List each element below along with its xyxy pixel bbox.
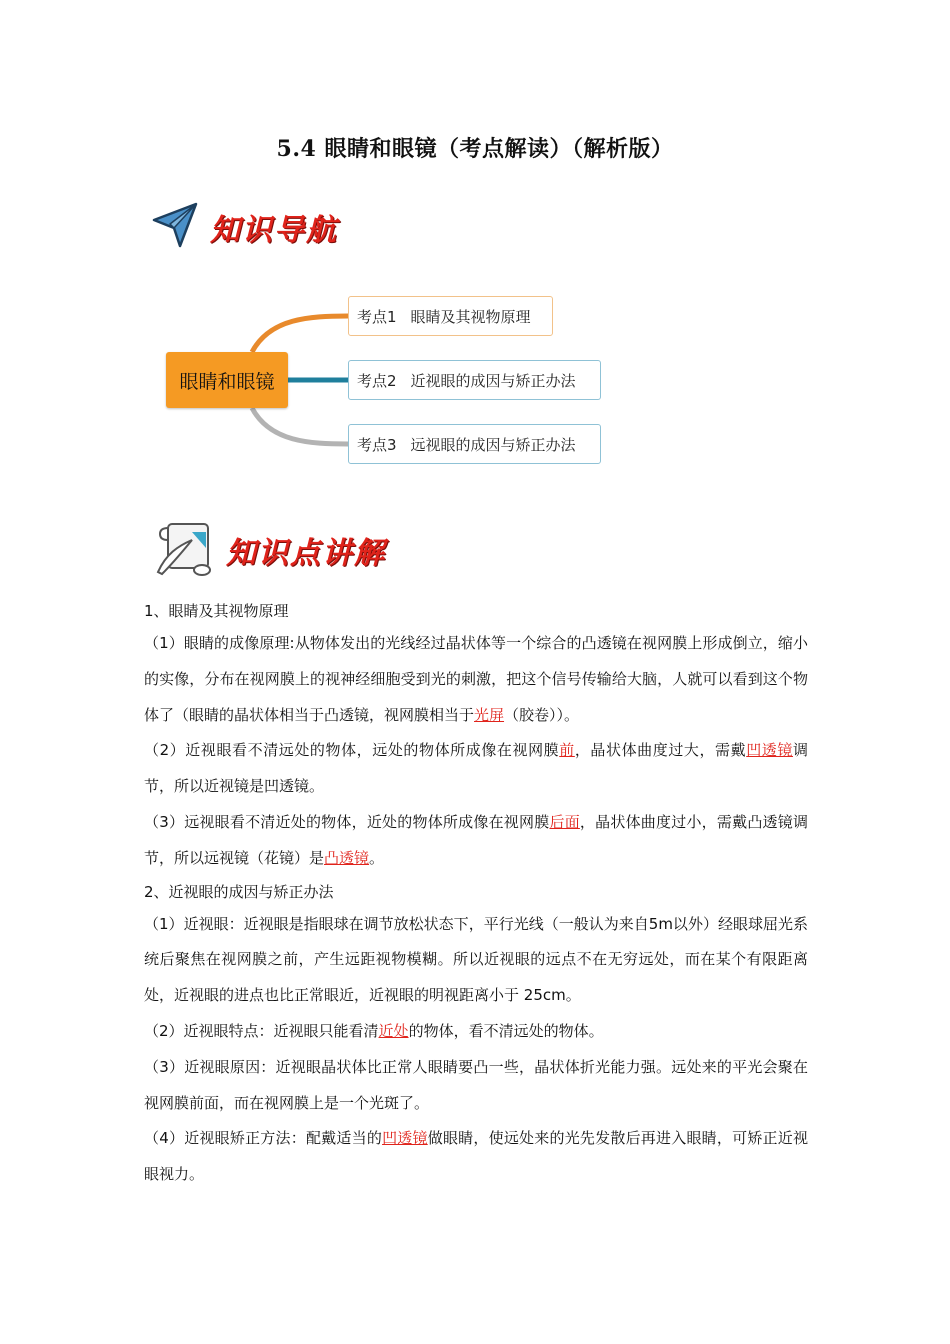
mind-map-node-1 bbox=[348, 296, 553, 336]
paragraph-1-3: （3）远视眼看不清近处的物体，近处的物体所成像在视网膜后面，晶状体曲度过小，需戴凸透镜调节，所以远视镜（花镜）是凸透镜。 bbox=[144, 812, 808, 867]
node-tag: 考点1 bbox=[357, 307, 397, 326]
banner-title-knowledge: 知识点讲解 bbox=[226, 536, 386, 571]
highlight-term: 凸透镜 bbox=[324, 848, 370, 867]
highlight-term: 光屏 bbox=[474, 705, 505, 724]
mind-map bbox=[160, 288, 620, 478]
section-heading-2: 2、近视眼的成因与矫正办法 bbox=[144, 882, 334, 901]
node-tag: 考点3 bbox=[357, 435, 397, 454]
section-heading-1: 1、眼睛及其视物原理 bbox=[144, 602, 289, 620]
node-text: 远视眼的成因与矫正办法 bbox=[410, 435, 576, 454]
paragraph-1-2: （2）近视眼看不清远处的物体，远处的物体所成像在视网膜前，晶状体曲度过大，需戴凹透镜调节，所以近视镜是凹透镜。 bbox=[144, 741, 808, 796]
page-title: 5.4 眼睛和眼镜（考点解读）（解析版） bbox=[276, 136, 674, 162]
highlight-term: 凹透镜 bbox=[746, 741, 793, 760]
highlight-term: 前 bbox=[559, 741, 575, 760]
highlight-term: 凹透镜 bbox=[382, 1129, 428, 1148]
node-text: 近视眼的成因与矫正办法 bbox=[410, 371, 576, 390]
knowledge-nav-banner bbox=[150, 200, 338, 254]
connector-3 bbox=[252, 408, 348, 444]
paragraph-2-4: （4）近视眼矫正方法：配戴适当的凹透镜做眼睛，使远处来的光先发散后再进入眼睛，可矫正近视眼视力。 bbox=[144, 1129, 808, 1184]
knowledge-explain-banner bbox=[152, 518, 386, 582]
content-body bbox=[144, 596, 808, 1193]
mind-map-node-2 bbox=[348, 360, 601, 400]
node-text: 眼睛及其视物原理 bbox=[410, 307, 531, 326]
node-tag: 考点2 bbox=[357, 371, 397, 390]
banner-title-nav: 知识导航 bbox=[210, 213, 338, 248]
highlight-term: 后面 bbox=[549, 812, 580, 831]
mind-map-node-3 bbox=[348, 424, 601, 464]
mind-map-root: 眼睛和眼镜 bbox=[166, 352, 288, 408]
highlight-term: 近处 bbox=[378, 1021, 409, 1040]
paper-plane-icon bbox=[150, 200, 200, 254]
paragraph-2-2: （2）近视眼特点：近视眼只能看清近处的物体，看不清远处的物体。 bbox=[144, 1021, 604, 1040]
scroll-quill-icon bbox=[152, 518, 216, 582]
connector-1 bbox=[252, 316, 348, 352]
paragraph-1-1: （1）眼睛的成像原理:从物体发出的光线经过晶状体等一个综合的凸透镜在视网膜上形成倒立，缩小的实像，分布在视网膜上的视神经细胞受到光的刺激，把这个信号传输给大脑，人就可以看到这个物体了（眼睛的晶状体相当于凸透镜，视网膜相当于光屏（胶卷））。 bbox=[144, 634, 808, 724]
paragraph-2-3: （3）近视眼原因：近视眼晶状体比正常人眼睛要凸一些，晶状体折光能力强。远处来的平光会聚在视网膜前面，而在视网膜上是一个光斑了。 bbox=[144, 1057, 808, 1112]
paragraph-2-1: （1）近视眼：近视眼是指眼球在调节放松状态下，平行光线（一般认为来自5m以外）经眼球屈光系统后聚焦在视网膜之前，产生远距视物模糊。所以近视眼的远点不在无穷远处，而在某个有限距离处，近视眼的进点也比正常眼近，近视眼的明视距离小于 25cm。 bbox=[144, 914, 808, 1005]
